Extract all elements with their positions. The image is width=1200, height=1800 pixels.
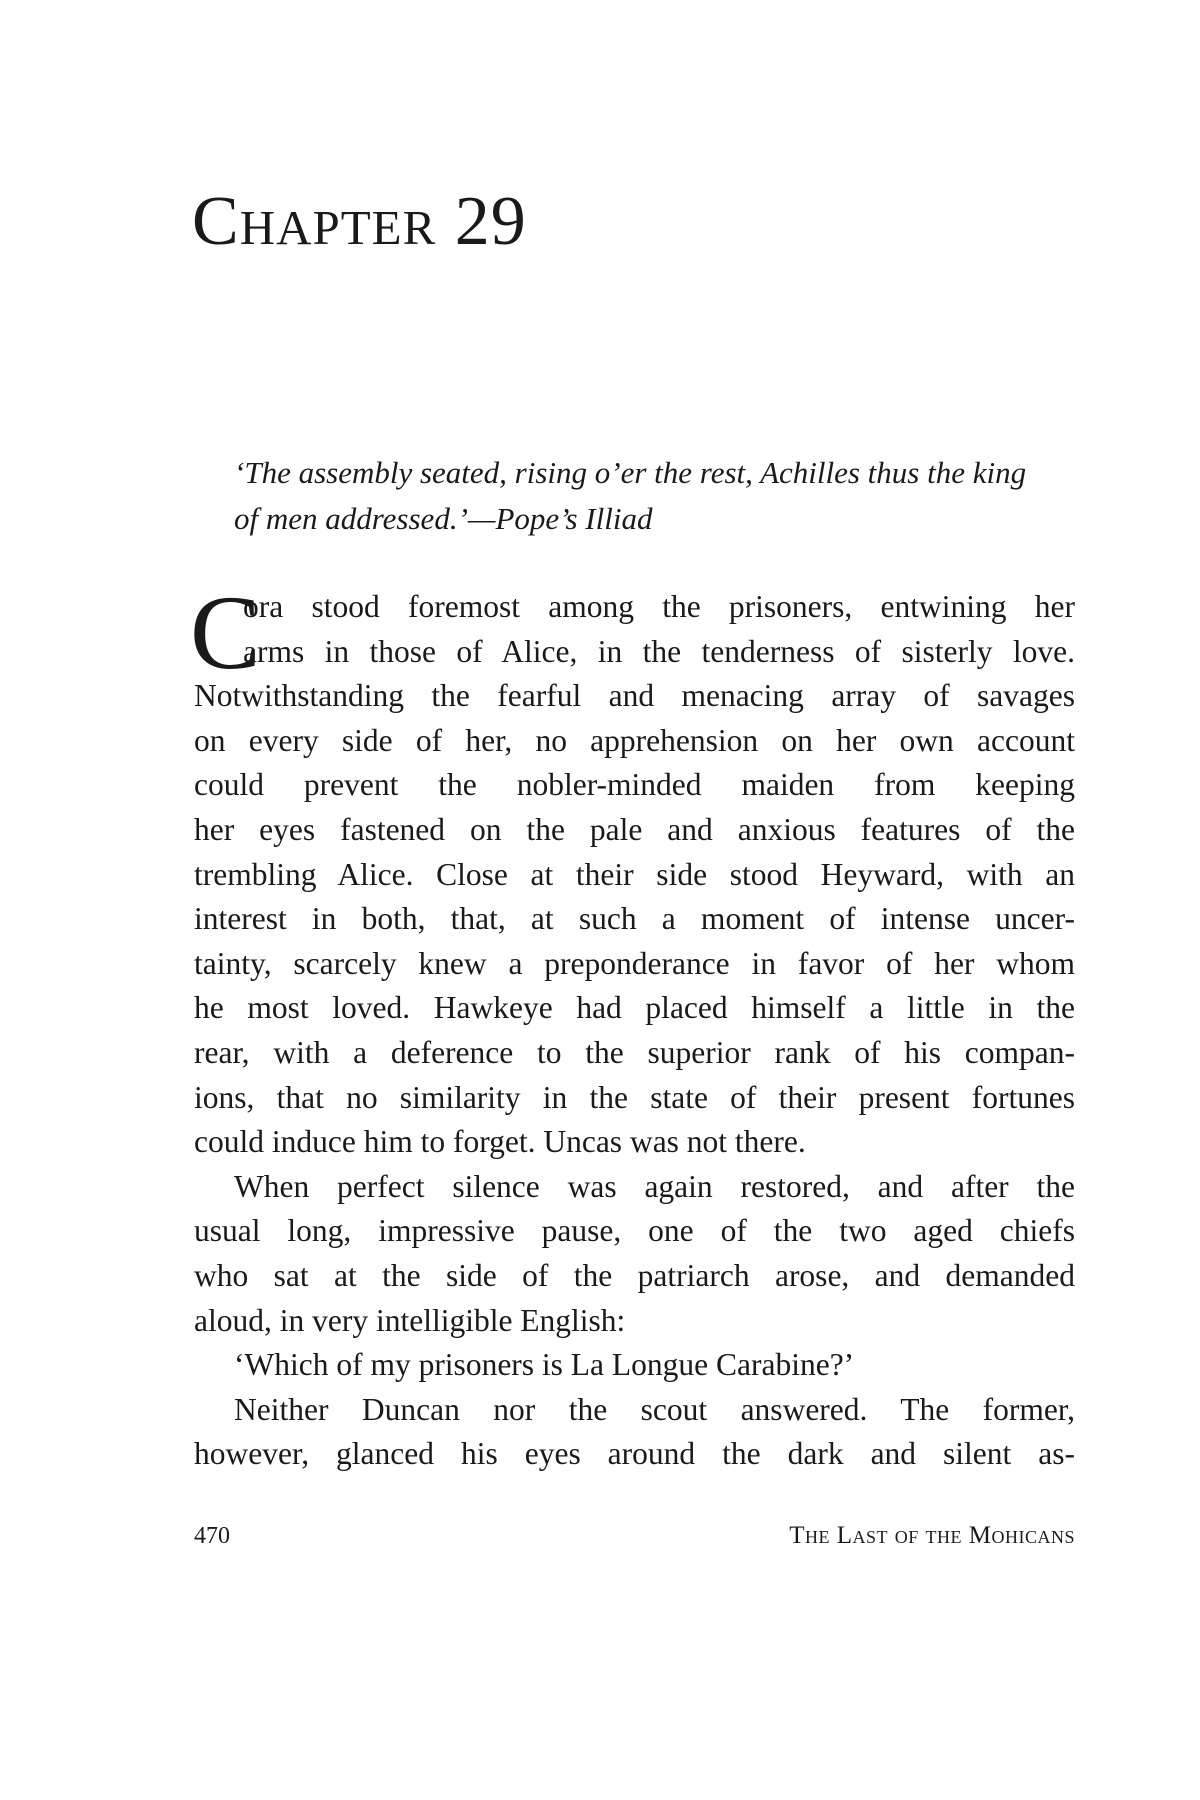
text-line: usual long, impressive pause, one of the two aged chiefs: [194, 1213, 1075, 1249]
epigraph: [234, 450, 1074, 542]
epigraph-line: of men addressed.’—Pope’s Illiad: [234, 501, 653, 536]
text-line: ions, that no similarity in the state of their present fortunes: [194, 1079, 1075, 1115]
text-line: aloud, in very intelligible English:: [194, 1302, 626, 1338]
text-line: ‘Which of my prisoners is La Longue Carabine?’: [234, 1347, 855, 1383]
text-line: who sat at the side of the patriarch arose, and demanded: [194, 1257, 1075, 1293]
text-line: her eyes fastened on the pale and anxious features of the: [194, 811, 1075, 847]
epigraph-line: ‘The assembly seated, rising o’er the rest, Achilles thus the king: [234, 455, 1027, 490]
text-line: could prevent the nobler-minded maiden from keeping: [194, 767, 1075, 803]
page-footer: [194, 1518, 1075, 1554]
text-line: interest in both, that, at such a moment of intense uncer-: [194, 901, 1075, 937]
page-number: 470: [194, 1523, 230, 1549]
text-line: tainty, scarcely knew a preponderance in favor of her whom: [194, 945, 1075, 981]
running-title: The Last of the Mohicans: [789, 1522, 1075, 1549]
drop-cap: C: [190, 574, 261, 691]
text-line: Neither Duncan nor the scout answered. The former,: [234, 1391, 1075, 1427]
text-line: could induce him to forget. Uncas was not there.: [194, 1124, 806, 1160]
text-line: however, glanced his eyes around the dark and silent as-: [194, 1436, 1075, 1472]
text-line: arms in those of Alice, in the tenderness of sisterly love.: [243, 633, 1075, 669]
text-line: rear, with a deference to the superior rank of his compan-: [194, 1034, 1075, 1070]
body-text: [190, 574, 1075, 1477]
text-line: When perfect silence was again restored, and after the: [234, 1168, 1075, 1204]
chapter-title: Chapter 29: [192, 183, 527, 260]
text-line: trembling Alice. Close at their side stood Heyward, with an: [194, 856, 1075, 892]
text-line: on every side of her, no apprehension on her own account: [194, 722, 1075, 758]
text-line: Notwithstanding the fearful and menacing array of savages: [194, 678, 1075, 714]
text-line: he most loved. Hawkeye had placed himself a little in the: [194, 990, 1075, 1026]
text-line: ora stood foremost among the prisoners, entwining her: [243, 589, 1075, 624]
